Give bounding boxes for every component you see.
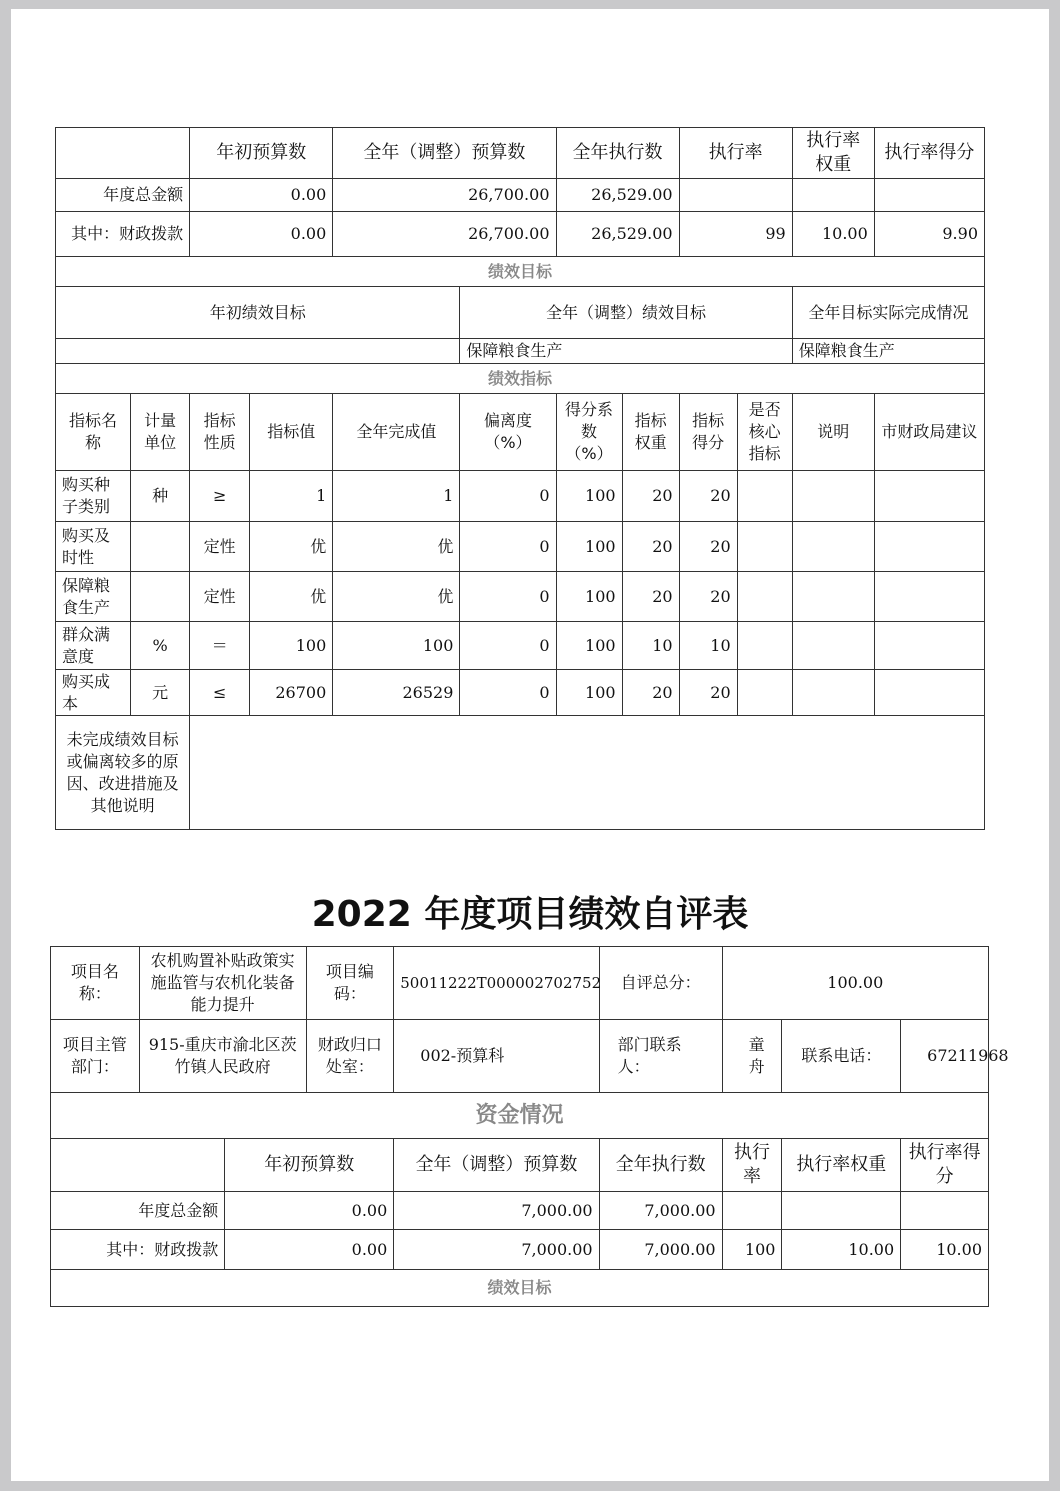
fund-rate: 99: [679, 212, 792, 257]
section-indicator-title: 绩效指标: [56, 364, 985, 394]
col-exec-weight: 执行率权重: [782, 1139, 901, 1192]
ind-weight: 20: [622, 572, 679, 622]
ind-note: [792, 522, 874, 572]
indicator-row: [56, 670, 985, 716]
section-row: [51, 1270, 989, 1307]
ind-deviation: 0: [460, 522, 556, 572]
fund-executed: 7,000.00: [599, 1192, 722, 1230]
fund-score: [901, 1192, 989, 1230]
fund-row-total: [56, 179, 985, 212]
goal-col-actual: 全年目标实际完成情况: [792, 287, 984, 339]
ind-score: 20: [679, 572, 737, 622]
ind-deviation: 0: [460, 670, 556, 716]
ind-unit: 元: [131, 670, 190, 716]
ind-col-value: 指标值: [250, 394, 333, 471]
indicator-row: [56, 471, 985, 522]
ind-score: 20: [679, 522, 737, 572]
ind-coef: 100: [556, 572, 622, 622]
ind-col-deviation: 偏离度（%）: [460, 394, 556, 471]
ind-nature: ≥: [190, 471, 250, 522]
goal-col-adjusted: 全年（调整）绩效目标: [460, 287, 792, 339]
ind-col-nature: 指标性质: [190, 394, 250, 471]
project-code-label: 项目编码：: [306, 947, 394, 1020]
ind-weight: 20: [622, 522, 679, 572]
ind-name: 群众满意度: [56, 622, 131, 670]
ind-unit: [131, 522, 190, 572]
ind-col-weight: 指标权重: [622, 394, 679, 471]
fund-header-empty: [51, 1139, 225, 1192]
ind-core: [737, 522, 792, 572]
ind-nature: 定性: [190, 522, 250, 572]
phone: 67211968: [901, 1020, 989, 1093]
fund-score: [874, 179, 984, 212]
ind-name: 购买种子类别: [56, 471, 131, 522]
ind-score: 20: [679, 670, 737, 716]
ind-note: [792, 622, 874, 670]
goal-actual-value: 保障粮食生产: [792, 339, 984, 364]
goal-adjusted-value: 保障粮食生产: [460, 339, 792, 364]
remark-label: 未完成绩效目标或偏离较多的原因、改进措施及其他说明: [56, 716, 190, 830]
fund-executed: 26,529.00: [556, 179, 679, 212]
ind-coef: 100: [556, 622, 622, 670]
fund-adjusted: 26,700.00: [333, 179, 556, 212]
col-executed: 全年执行数: [556, 128, 679, 179]
section-goal-title: 绩效目标: [56, 257, 985, 287]
page-title: 2022 年度项目绩效自评表: [311, 894, 749, 935]
fund-initial: 0.00: [225, 1192, 394, 1230]
ind-name: 购买成本: [56, 670, 131, 716]
ind-note: [792, 572, 874, 622]
ind-coef: 100: [556, 522, 622, 572]
indicator-row: [56, 572, 985, 622]
project-row-1: [51, 947, 989, 1020]
col-exec-score: 执行率得分: [874, 128, 984, 179]
fund-rate: [722, 1192, 782, 1230]
fund-row-label: 其中：财政拨款: [51, 1230, 225, 1270]
fund-row-label: 年度总金额: [51, 1192, 225, 1230]
section-row: [56, 257, 985, 287]
ind-core: [737, 670, 792, 716]
fund-executed: 7,000.00: [599, 1230, 722, 1270]
contact-label: 部门联系人：: [599, 1020, 722, 1093]
ind-note: [792, 670, 874, 716]
ind-value: 优: [250, 522, 333, 572]
ind-col-done: 全年完成值: [333, 394, 460, 471]
self-score-label: 自评总分：: [599, 947, 722, 1020]
fund-weight: [782, 1192, 901, 1230]
project-name-label: 项目名称：: [51, 947, 140, 1020]
ind-deviation: 0: [460, 622, 556, 670]
col-executed: 全年执行数: [599, 1139, 722, 1192]
ind-value: 100: [250, 622, 333, 670]
ind-advice: [874, 471, 984, 522]
ind-advice: [874, 522, 984, 572]
remark-content: [190, 716, 985, 830]
section-row: [56, 364, 985, 394]
col-exec-rate: 执行率: [679, 128, 792, 179]
fund-adjusted: 26,700.00: [333, 212, 556, 257]
goal-initial-value: [56, 339, 460, 364]
self-score: 100.00: [722, 947, 988, 1020]
finance-label: 财政归口处室：: [306, 1020, 394, 1093]
ind-nature: ≤: [190, 670, 250, 716]
goal-value-row: [56, 339, 985, 364]
ind-weight: 20: [622, 471, 679, 522]
ind-unit: [131, 572, 190, 622]
project-name: 农机购置补贴政策实施监管与农机化装备能力提升: [139, 947, 306, 1020]
indicator-row: [56, 522, 985, 572]
ind-name: 保障粮食生产: [56, 572, 131, 622]
goal-header-row: [56, 287, 985, 339]
ind-col-score: 指标得分: [679, 394, 737, 471]
goal-col-initial: 年初绩效目标: [56, 287, 460, 339]
fund-weight: 10.00: [792, 212, 874, 257]
ind-score: 20: [679, 471, 737, 522]
ind-score: 10: [679, 622, 737, 670]
ind-col-core: 是否核心指标: [737, 394, 792, 471]
col-exec-weight: 执行率权重: [792, 128, 874, 179]
performance-table-2: [50, 946, 1009, 1307]
ind-col-advice: 市财政局建议: [874, 394, 984, 471]
col-initial-budget: 年初预算数: [225, 1139, 394, 1192]
fund-adjusted: 7,000.00: [394, 1192, 599, 1230]
fund-row-fiscal: [51, 1230, 989, 1270]
ind-done: 优: [333, 572, 460, 622]
ind-advice: [874, 572, 984, 622]
ind-value: 1: [250, 471, 333, 522]
fund-initial: 0.00: [190, 212, 333, 257]
ind-core: [737, 471, 792, 522]
fund-row-label: 其中：财政拨款: [56, 212, 190, 257]
fund-initial: 0.00: [190, 179, 333, 212]
ind-col-coef: 得分系数（%）: [556, 394, 622, 471]
fund-header-row: [56, 128, 985, 179]
ind-core: [737, 572, 792, 622]
ind-col-name: 指标名称: [56, 394, 131, 471]
fund-row-fiscal: [56, 212, 985, 257]
ind-weight: 20: [622, 670, 679, 716]
contact: 童舟: [722, 1020, 782, 1093]
col-exec-score: 执行率得分: [901, 1139, 989, 1192]
ind-done: 1: [333, 471, 460, 522]
fund-adjusted: 7,000.00: [394, 1230, 599, 1270]
section-goal-title: 绩效目标: [51, 1270, 989, 1307]
fund-header-row: [51, 1139, 989, 1192]
project-row-2: [51, 1020, 989, 1093]
col-adjusted-budget: 全年（调整）预算数: [333, 128, 556, 179]
fund-score: 10.00: [901, 1230, 989, 1270]
indicator-row: [56, 622, 985, 670]
performance-table-1: [55, 127, 985, 830]
remark-row: [56, 716, 985, 830]
ind-core: [737, 622, 792, 670]
ind-done: 26529: [333, 670, 460, 716]
ind-coef: 100: [556, 471, 622, 522]
ind-weight: 10: [622, 622, 679, 670]
ind-unit: %: [131, 622, 190, 670]
finance: 002-预算科: [394, 1020, 599, 1093]
project-code: 50011222T000002702752: [394, 947, 599, 1020]
col-adjusted-budget: 全年（调整）预算数: [394, 1139, 599, 1192]
ind-deviation: 0: [460, 572, 556, 622]
fund-weight: [792, 179, 874, 212]
section-fund-title: 资金情况: [51, 1093, 989, 1139]
col-exec-rate: 执行率: [722, 1139, 782, 1192]
fund-weight: 10.00: [782, 1230, 901, 1270]
fund-row-label: 年度总金额: [56, 179, 190, 212]
dept: 915-重庆市渝北区茨竹镇人民政府: [139, 1020, 306, 1093]
ind-value: 26700: [250, 670, 333, 716]
ind-col-note: 说明: [792, 394, 874, 471]
fund-initial: 0.00: [225, 1230, 394, 1270]
ind-col-unit: 计量单位: [131, 394, 190, 471]
dept-label: 项目主管部门：: [51, 1020, 140, 1093]
ind-coef: 100: [556, 670, 622, 716]
ind-deviation: 0: [460, 471, 556, 522]
ind-advice: [874, 622, 984, 670]
ind-note: [792, 471, 874, 522]
fund-rate: 100: [722, 1230, 782, 1270]
ind-value: 优: [250, 572, 333, 622]
phone-label: 联系电话：: [782, 1020, 901, 1093]
ind-nature: ＝: [190, 622, 250, 670]
col-initial-budget: 年初预算数: [190, 128, 333, 179]
fund-score: 9.90: [874, 212, 984, 257]
ind-done: 优: [333, 522, 460, 572]
indicator-header-row: [56, 394, 985, 471]
fund-row-total: [51, 1192, 989, 1230]
section-row: [51, 1093, 989, 1139]
ind-unit: 种: [131, 471, 190, 522]
ind-done: 100: [333, 622, 460, 670]
fund-rate: [679, 179, 792, 212]
fund-header-empty: [56, 128, 190, 179]
ind-nature: 定性: [190, 572, 250, 622]
ind-advice: [874, 670, 984, 716]
fund-executed: 26,529.00: [556, 212, 679, 257]
ind-name: 购买及时性: [56, 522, 131, 572]
